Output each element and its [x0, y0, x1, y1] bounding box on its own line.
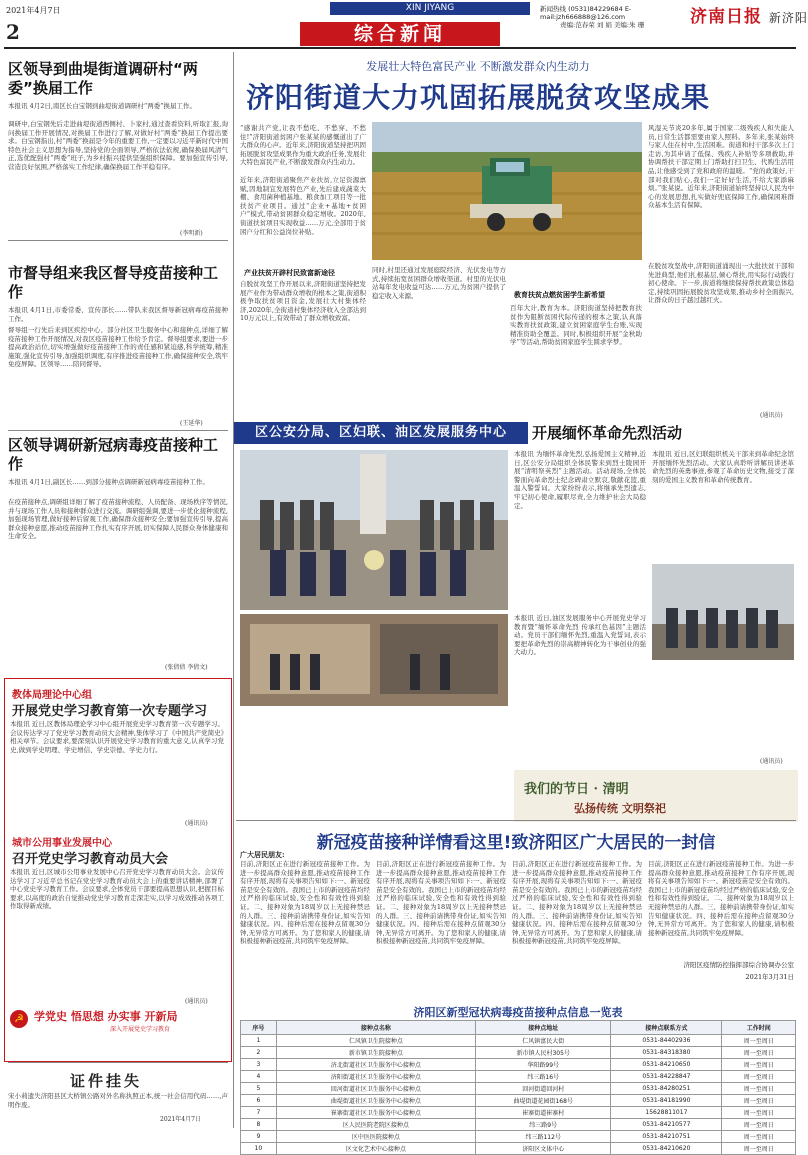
table-row — [241, 1047, 796, 1059]
event-center-para: 本报讯 近日,油区发展服务中心开展党史学习教育暨“缅怀革命先烈 传承红色基因”主题活动。党员干部们缅怀先烈,重温入党誓词,表示要把革命先烈的崇高精神转化为干事创业的强大动力。 — [514, 614, 646, 657]
event-banner-organizers: 区公安分局、区妇联、油区发展服务中心 — [234, 422, 528, 444]
divider — [8, 430, 228, 431]
page-number: 2 — [6, 20, 20, 44]
left-article-3-body: 在疫苗接种点,调研组详细了解了疫苗接种流程、人员配备、现场秩序等情况,并与现场工作人员和接种群众进行交流。调研组强调,要进一步优化接种流程,加强现场管理,做好接种后留观工作,确保群众接种安全;要加强宣传引导,提高群众接种意愿,推动疫苗接种工作扎实有序开展,切实保障人民群众身体健康和生命安全。 — [8, 498, 228, 541]
left-article-1-body: 调研中,白宝钢先后走进曲堤街道西侧村、卜家村,通过查看资料,听取汇报,询问换届工作开展情况,对换届工作进行了解,对做好村“两委”换届工作提出要求。白宝钢指出,村“两委”换届是今年的重要工作,一定要以习近平新时代中国特色社会主义思想为指导,坚持党的全面领导,严格依法依规,确保换届风清气正,选优配强村“两委”班子,为乡村振兴提供坚强组织保障。要加强宣传引导,营造良好氛围,严格落实工作纪律,确保换届工作平稳有序。 — [8, 120, 228, 171]
table-header-row — [241, 1021, 796, 1035]
table-cell: 0531-84402936 — [611, 1035, 722, 1047]
table-cell: 周一至周日 — [722, 1035, 796, 1047]
table-cell: 曲堤街道社区卫生服务中心接种点 — [276, 1095, 475, 1107]
event-police-para: 本报讯 为缅怀革命先烈,弘扬爱国主义精神,近日,区公安分局组织全体民警来到烈士陵园开展“清明祭英烈”主题活动。活动现场,全体民警面向革命烈士纪念碑肃立默哀,敬献花篮,重温入警誓词。大家纷纷表示,将继承先烈遗志,牢记初心使命,履职尽责,全力维护社会大局稳定。 — [514, 450, 646, 510]
table-cell: 济阳街道社区卫生服务中心接种点 — [276, 1071, 475, 1083]
qingming-banner — [514, 770, 798, 822]
covid-date: 2021年3月31日 — [745, 973, 794, 981]
table-cell: 纬三路16号 — [476, 1071, 611, 1083]
table-cell: 华阳路99号 — [476, 1059, 611, 1071]
contact-info: 新闻热线 (0531)84229684 E-mail:jzh666888@126.com — [540, 5, 632, 21]
table-row — [241, 1059, 796, 1071]
table-cell: 周一至周日 — [722, 1071, 796, 1083]
table-row — [241, 1035, 796, 1047]
party-box-article-1-sign: (通讯员) — [185, 820, 208, 827]
table-cell: 回河街道社区卫生服务中心接种点 — [276, 1083, 475, 1095]
table-cell: 周一至周日 — [722, 1107, 796, 1119]
table-cell: 新市镇人民村305号 — [476, 1047, 611, 1059]
covid-body-col3: 目前,济阳区正在进行新冠疫苗接种工作。为进一步提高群众接种意愿,推动疫苗接种工作有序开展,现将有关事项告知如下:一、新冠疫苗是安全有效的。我国已上市的新冠疫苗均经过严格的临床试验,安全性和有效性得到验证。二、接种对象为18周岁以上无接种禁忌的人群。三、接种前请携带身份证,如实告知健康状况。四、接种后需在接种点留观30分钟,无异常方可离开。为了您和家人的健康,请积极接种新冠疫苗,共同筑牢免疫屏障。 — [512, 860, 642, 946]
table-cell: 10 — [241, 1143, 277, 1155]
left-article-1-lead: 本报讯 4月2日,南区长白宝钢到曲堤街道调研村“两委”换届工作。 — [8, 102, 197, 110]
newspaper-logo — [690, 2, 808, 27]
main-story-kicker: 发展壮大特色富民产业 不断激发群众内生动力 — [366, 60, 590, 73]
table-row — [241, 1131, 796, 1143]
table-cell: 周一至周日 — [722, 1095, 796, 1107]
table-header-cell: 接种点名称 — [276, 1021, 475, 1035]
left-article-3-title: 区领导调研新冠病毒疫苗接种工作 — [8, 436, 219, 473]
column-divider — [233, 52, 234, 1128]
table-cell: 区人民医院老院区接种点 — [276, 1119, 475, 1131]
harvester-photo-drawing — [372, 122, 642, 260]
table-cell: 0531-84228847 — [611, 1071, 722, 1083]
table-cell: 1 — [241, 1035, 277, 1047]
divider — [8, 240, 228, 241]
table-row — [241, 1119, 796, 1131]
party-box-article-2-sign: (通讯员) — [185, 998, 208, 1005]
table-header-cell: 工作时间 — [722, 1021, 796, 1035]
main-story-col2-body: 同时,村里还通过发展庭院经济、光伏发电等方式,持续拓宽贫困群众增收渠道。村里的光伏电站每年发电收益可达……万元,为贫困户提供了稳定收入来源。 — [372, 266, 506, 300]
table-header-cell: 接种点地址 — [476, 1021, 611, 1035]
sub-head-industry: 产业扶贫开辟村民致富新途径 — [244, 269, 335, 277]
table-cell: 济阳区文体中心 — [476, 1143, 611, 1155]
table-cell: 新市镇卫生院接种点 — [276, 1047, 475, 1059]
party-slogan: 学党史 悟思想 办实事 开新局 — [34, 1010, 178, 1023]
main-story-sign: (通讯员) — [760, 412, 783, 419]
table-cell: 纬三路9号 — [476, 1119, 611, 1131]
table-cell: 0531-84181990 — [611, 1095, 722, 1107]
covid-signature: 济阳区疫情防控指挥部综合协调办公室 — [683, 961, 794, 969]
covid-letter-title: 新冠疫苗接种详情看这里!致济阳区广大居民的一封信 — [316, 833, 716, 853]
table-cell: 仁风镇富民大街 — [476, 1035, 611, 1047]
table-cell: 周一至周日 — [722, 1143, 796, 1155]
memorial-visit-photo-2 — [652, 564, 794, 660]
table-cell: 8 — [241, 1119, 277, 1131]
party-box-article-2-title: 召开党史学习教育动员大会 — [12, 852, 169, 867]
left-article-3-lead: 本报讯 4月1日,副区长……到部分接种点调研新冠病毒疫苗接种工作。 — [8, 478, 209, 486]
table-cell: 区中医医院接种点 — [276, 1131, 475, 1143]
main-story-col1-body: 近年来,济阳街道聚焦产业扶贫,立足资源禀赋,因地制宜发展特色产业,先后建成蔬菜大棚、食用菌种植基地、粮食加工项目等一批扶贫产业项目。通过“企业+基地+贫困户”模式,带动贫困群众稳定增收。2020年,街道扶贫项目实现收益……万元,全部用于贫困户分红和公益岗位补贴。 — [240, 176, 366, 236]
main-story-intro: “感谢共产党,让我不愁吃、不愁穿、不愁住!”济阳街道贫困户张某某的感慨道出了广大群众的心声。近年来,济阳街道坚持把巩固拓展脱贫攻坚成果作为重大政治任务,发展壮大特色富民产业,不断激发群众内生动力。 — [240, 124, 366, 167]
event-women-para: 本报讯 近日,区妇联组织机关干部来到革命纪念馆开展缅怀先烈活动。大家认真聆听讲解员讲述革命先烈的英勇事迹,参观了革命历史文物,接受了深刻的爱国主义教育和革命传统教育。 — [652, 450, 794, 484]
main-story-title: 济阳街道大力巩固拓展脱贫攻坚成果 — [245, 81, 710, 114]
table-row — [241, 1071, 796, 1083]
main-story-col4-body2: 在脱贫攻坚战中,济阳街道涌现出一大批扶贫干部和先进典型,他们扎根基层,倾心帮扶,用实际行动践行初心使命。下一步,街道将继续保持帮扶政策总体稳定,持续巩固拓展脱贫攻坚成果,推动乡村全面振兴,让群众的日子越过越红火。 — [648, 262, 794, 305]
divider — [8, 1062, 228, 1063]
table-cell: 0531-84210620 — [611, 1143, 722, 1155]
event-sign: (通讯员) — [760, 758, 783, 765]
covid-salutation: 广大居民朋友: — [240, 850, 285, 859]
table-cell: 周一至周日 — [722, 1083, 796, 1095]
left-article-2-body: 督导组一行先后来到区疾控中心、部分社区卫生服务中心和接种点,详细了解疫苗接种工作开展情况,对我区疫苗接种工作给予肯定。督导组要求,要进一步提高政治站位,切实增强做好疫苗接种工作的责任感和紧迫感,科学统筹,精准施策,强化宣传引导,加强组织调度,有序推进疫苗接种工作,确保接种安全,筑牢免疫屏障。区领导……陪同督导。 — [8, 326, 228, 369]
memorial-visit-photo-1-drawing — [240, 614, 508, 706]
section-title: 综合新闻 — [300, 22, 500, 46]
table-cell: 15628811017 — [611, 1107, 722, 1119]
table-cell: 2 — [241, 1047, 277, 1059]
table-row — [241, 1083, 796, 1095]
table-cell: 周一至周日 — [722, 1047, 796, 1059]
party-slogan-sub: 深入开展党史学习教育 — [110, 1026, 171, 1033]
covid-body-col4: 目前,济阳区正在进行新冠疫苗接种工作。为进一步提高群众接种意愿,推动疫苗接种工作有序开展,现将有关事项告知如下:一、新冠疫苗是安全有效的。我国已上市的新冠疫苗均经过严格的临床试验,安全性和有效性得到验证。二、接种对象为18周岁以上无接种禁忌的人群。三、接种前请携带身份证,如实告知健康状况。四、接种后需在接种点留观30分钟,无异常方可离开。为了您和家人的健康,请积极接种新冠疫苗,共同筑牢免疫屏障。 — [648, 860, 794, 937]
table-header-cell: 序号 — [241, 1021, 277, 1035]
covid-body-col2: 目前,济阳区正在进行新冠疫苗接种工作。为进一步提高群众接种意愿,推动疫苗接种工作有序开展,现将有关事项告知如下:一、新冠疫苗是安全有效的。我国已上市的新冠疫苗均经过严格的临床试验,安全性和有效性得到验证。二、接种对象为18周岁以上无接种禁忌的人群。三、接种前请携带身份证,如实告知健康状况。四、接种后需在接种点留观30分钟,无异常方可离开。为了您和家人的健康,请积极接种新冠疫苗,共同筑牢免疫屏障。 — [376, 860, 506, 946]
left-article-1-sign: (李明新) — [180, 230, 203, 237]
party-box-article-1-title: 开展党史学习教育第一次专题学习 — [12, 704, 208, 719]
table-cell: 周一至周日 — [722, 1131, 796, 1143]
edition-bar: XIN JIYANG — [330, 2, 530, 15]
left-article-1-title: 区领导到曲堤街道调研村“两委”换届工作 — [8, 60, 198, 97]
table-header-cell: 接种点联系方式 — [611, 1021, 722, 1035]
memorial-visit-photo-2-drawing — [652, 564, 794, 660]
table-cell: 周一至周日 — [722, 1119, 796, 1131]
notice-body: 宋小莉遗失济阳县区大桥镇公路对外名称执照正本,统一社会信用代码……,声明作废。 — [8, 1092, 228, 1109]
divider — [236, 820, 796, 821]
party-box-kicker-2: 城市公用事业发展中心 — [12, 838, 112, 849]
masthead — [0, 0, 808, 45]
qingming-slogan: 弘扬传统 文明祭祀 — [574, 802, 666, 815]
left-article-2-lead: 本报讯 4月1日,市委常委、宣传部长……带队来我区督导新冠病毒疫苗接种工作。 — [8, 306, 228, 323]
main-story-education-body: 百年大计,教育为本。济阳街道坚持把教育扶贫作为阻断贫困代际传递的根本之策,认真落实教育扶贫政策,建立贫困家庭学生台账,实现精准资助全覆盖。同时,积极组织开展“金秋助学”等活动,帮助贫困家庭学生圆求学梦。 — [510, 304, 642, 347]
left-article-2-title: 市督导组来我区督导疫苗接种工作 — [8, 264, 219, 301]
party-box-article-1-body: 本报讯 近日,区教体局理论学习中心组开展党史学习教育第一次专题学习。会议传达学习了党史学习教育动员大会精神,集体学习了《中国共产党简史》相关章节。会议要求,要深刻认识开展党史学习教育的重大意义,认真学习党史,做到学史明理、学史增信、学史崇德、学史力行。 — [10, 720, 224, 754]
table-cell: 9 — [241, 1131, 277, 1143]
table-row — [241, 1143, 796, 1155]
covid-body-col1: 目前,济阳区正在进行新冠疫苗接种工作。为进一步提高群众接种意愿,推动疫苗接种工作有序开展,现将有关事项告知如下:一、新冠疫苗是安全有效的。我国已上市的新冠疫苗均经过严格的临床试验,安全性和有效性得到验证。二、接种对象为18周岁以上无接种禁忌的人群。三、接种前请携带身份证,如实告知健康状况。四、接种后需在接种点留观30分钟,无异常方可离开。为了您和家人的健康,请积极接种新冠疫苗,共同筑牢免疫屏障。 — [240, 860, 370, 946]
table-cell: 周一至周日 — [722, 1059, 796, 1071]
sub-head-education: 教育扶贫点燃贫困学生新希望 — [514, 291, 605, 299]
main-story-industry-body: 自脱贫攻坚工作开展以来,济阳街道坚持把发展产业作为带动群众增收的根本之策,街道积极争取扶贫项目资金,发展壮大村集体经济,2020年,全街道村集体经济收入全部达到10万元以上,有效带动了群众增收致富。 — [240, 280, 366, 323]
issue-date: 2021年4月7日 — [6, 6, 61, 15]
police-memorial-photo — [240, 450, 508, 610]
table-cell: 纬三路112号 — [476, 1131, 611, 1143]
table-cell: 6 — [241, 1095, 277, 1107]
vaccine-sites-table — [240, 1020, 796, 1155]
table-cell: 0531-84210751 — [611, 1131, 722, 1143]
table-cell: 曲堤街道花园街168号 — [476, 1095, 611, 1107]
table-cell: 0531-84210577 — [611, 1119, 722, 1131]
table-row — [241, 1095, 796, 1107]
logo-main: 济南日报 — [690, 7, 762, 27]
main-story-col4-body: 风湿关节炎20多年,属于国家二级残疾人和失能人员,日常生活都需要由家人照料。多年来,张某始终与家人住在村中,生活困难。街道和村干部多次上门走访,为其申请了低保、残疾人补贴等多项救助,并协调帮扶干部定期上门帮助打扫卫生、代购生活用品,让他感受到了党和政府的温暖。“党的政策好,干部对我们贴心,我们一定好好生活,不给大家添麻烦。”张某说。近年来,济阳街道始终坚持以人民为中心的发展思想,扎实做好兜底保障工作,确保困难群众基本生活有保障。 — [648, 124, 794, 210]
police-memorial-photo-drawing — [240, 450, 508, 610]
table-cell: 0531-84280251 — [611, 1083, 722, 1095]
notice-title: 证件挂失 — [70, 1072, 143, 1090]
table-cell: 仁风镇卫生院接种点 — [276, 1035, 475, 1047]
harvester-photo — [372, 122, 642, 260]
table-cell: 7 — [241, 1107, 277, 1119]
event-banner — [234, 422, 798, 444]
table-cell: 5 — [241, 1083, 277, 1095]
table-cell: 区文化艺术中心接种点 — [276, 1143, 475, 1155]
table-cell: 4 — [241, 1071, 277, 1083]
party-emblem-icon: ☭ — [10, 1010, 28, 1028]
masthead-rule — [4, 47, 796, 49]
table-cell: 3 — [241, 1059, 277, 1071]
table-row — [241, 1107, 796, 1119]
event-banner-title: 开展缅怀革命先烈活动 — [532, 424, 683, 442]
table-cell: 崔寨街道崔寨村 — [476, 1107, 611, 1119]
logo-sub: 新济阳 — [768, 11, 808, 25]
table-cell: 0531-84210650 — [611, 1059, 722, 1071]
party-box-kicker-1: 教体局理论中心组 — [12, 690, 92, 701]
vaccine-table-title: 济阳区新型冠状病毒疫苗接种点信息一览表 — [413, 1006, 623, 1019]
notice-date: 2021年4月7日 — [160, 1116, 201, 1123]
table-cell: 回河街道回河村 — [476, 1083, 611, 1095]
table-cell: 0531-84318380 — [611, 1047, 722, 1059]
party-box-article-2-body: 本报讯 近日,区城市公用事业发展中心召开党史学习教育动员大会。会议传达学习了习近平总书记在党史学习教育动员大会上的重要讲话精神,部署了中心党史学习教育工作。会议要求,全体党员干部要提高思想认识,把握目标要求,以高度的政治自觉推动党史学习教育走深走实,以学习成效推动各项工作取得新成绩。 — [10, 868, 224, 911]
memorial-visit-photo-1 — [240, 614, 508, 706]
table-cell: 崔寨街道社区卫生服务中心接种点 — [276, 1107, 475, 1119]
table-cell: 济北街道社区卫生服务中心接种点 — [276, 1059, 475, 1071]
left-article-3-sign: (张倩倩 李倩文) — [165, 664, 208, 671]
left-article-2-sign: (王延华) — [180, 420, 203, 427]
editors-line: 责编:范春荣 刘 娟 美编:朱 珊 — [560, 21, 645, 29]
qingming-title: 我们的节日 · 清明 — [524, 782, 629, 797]
